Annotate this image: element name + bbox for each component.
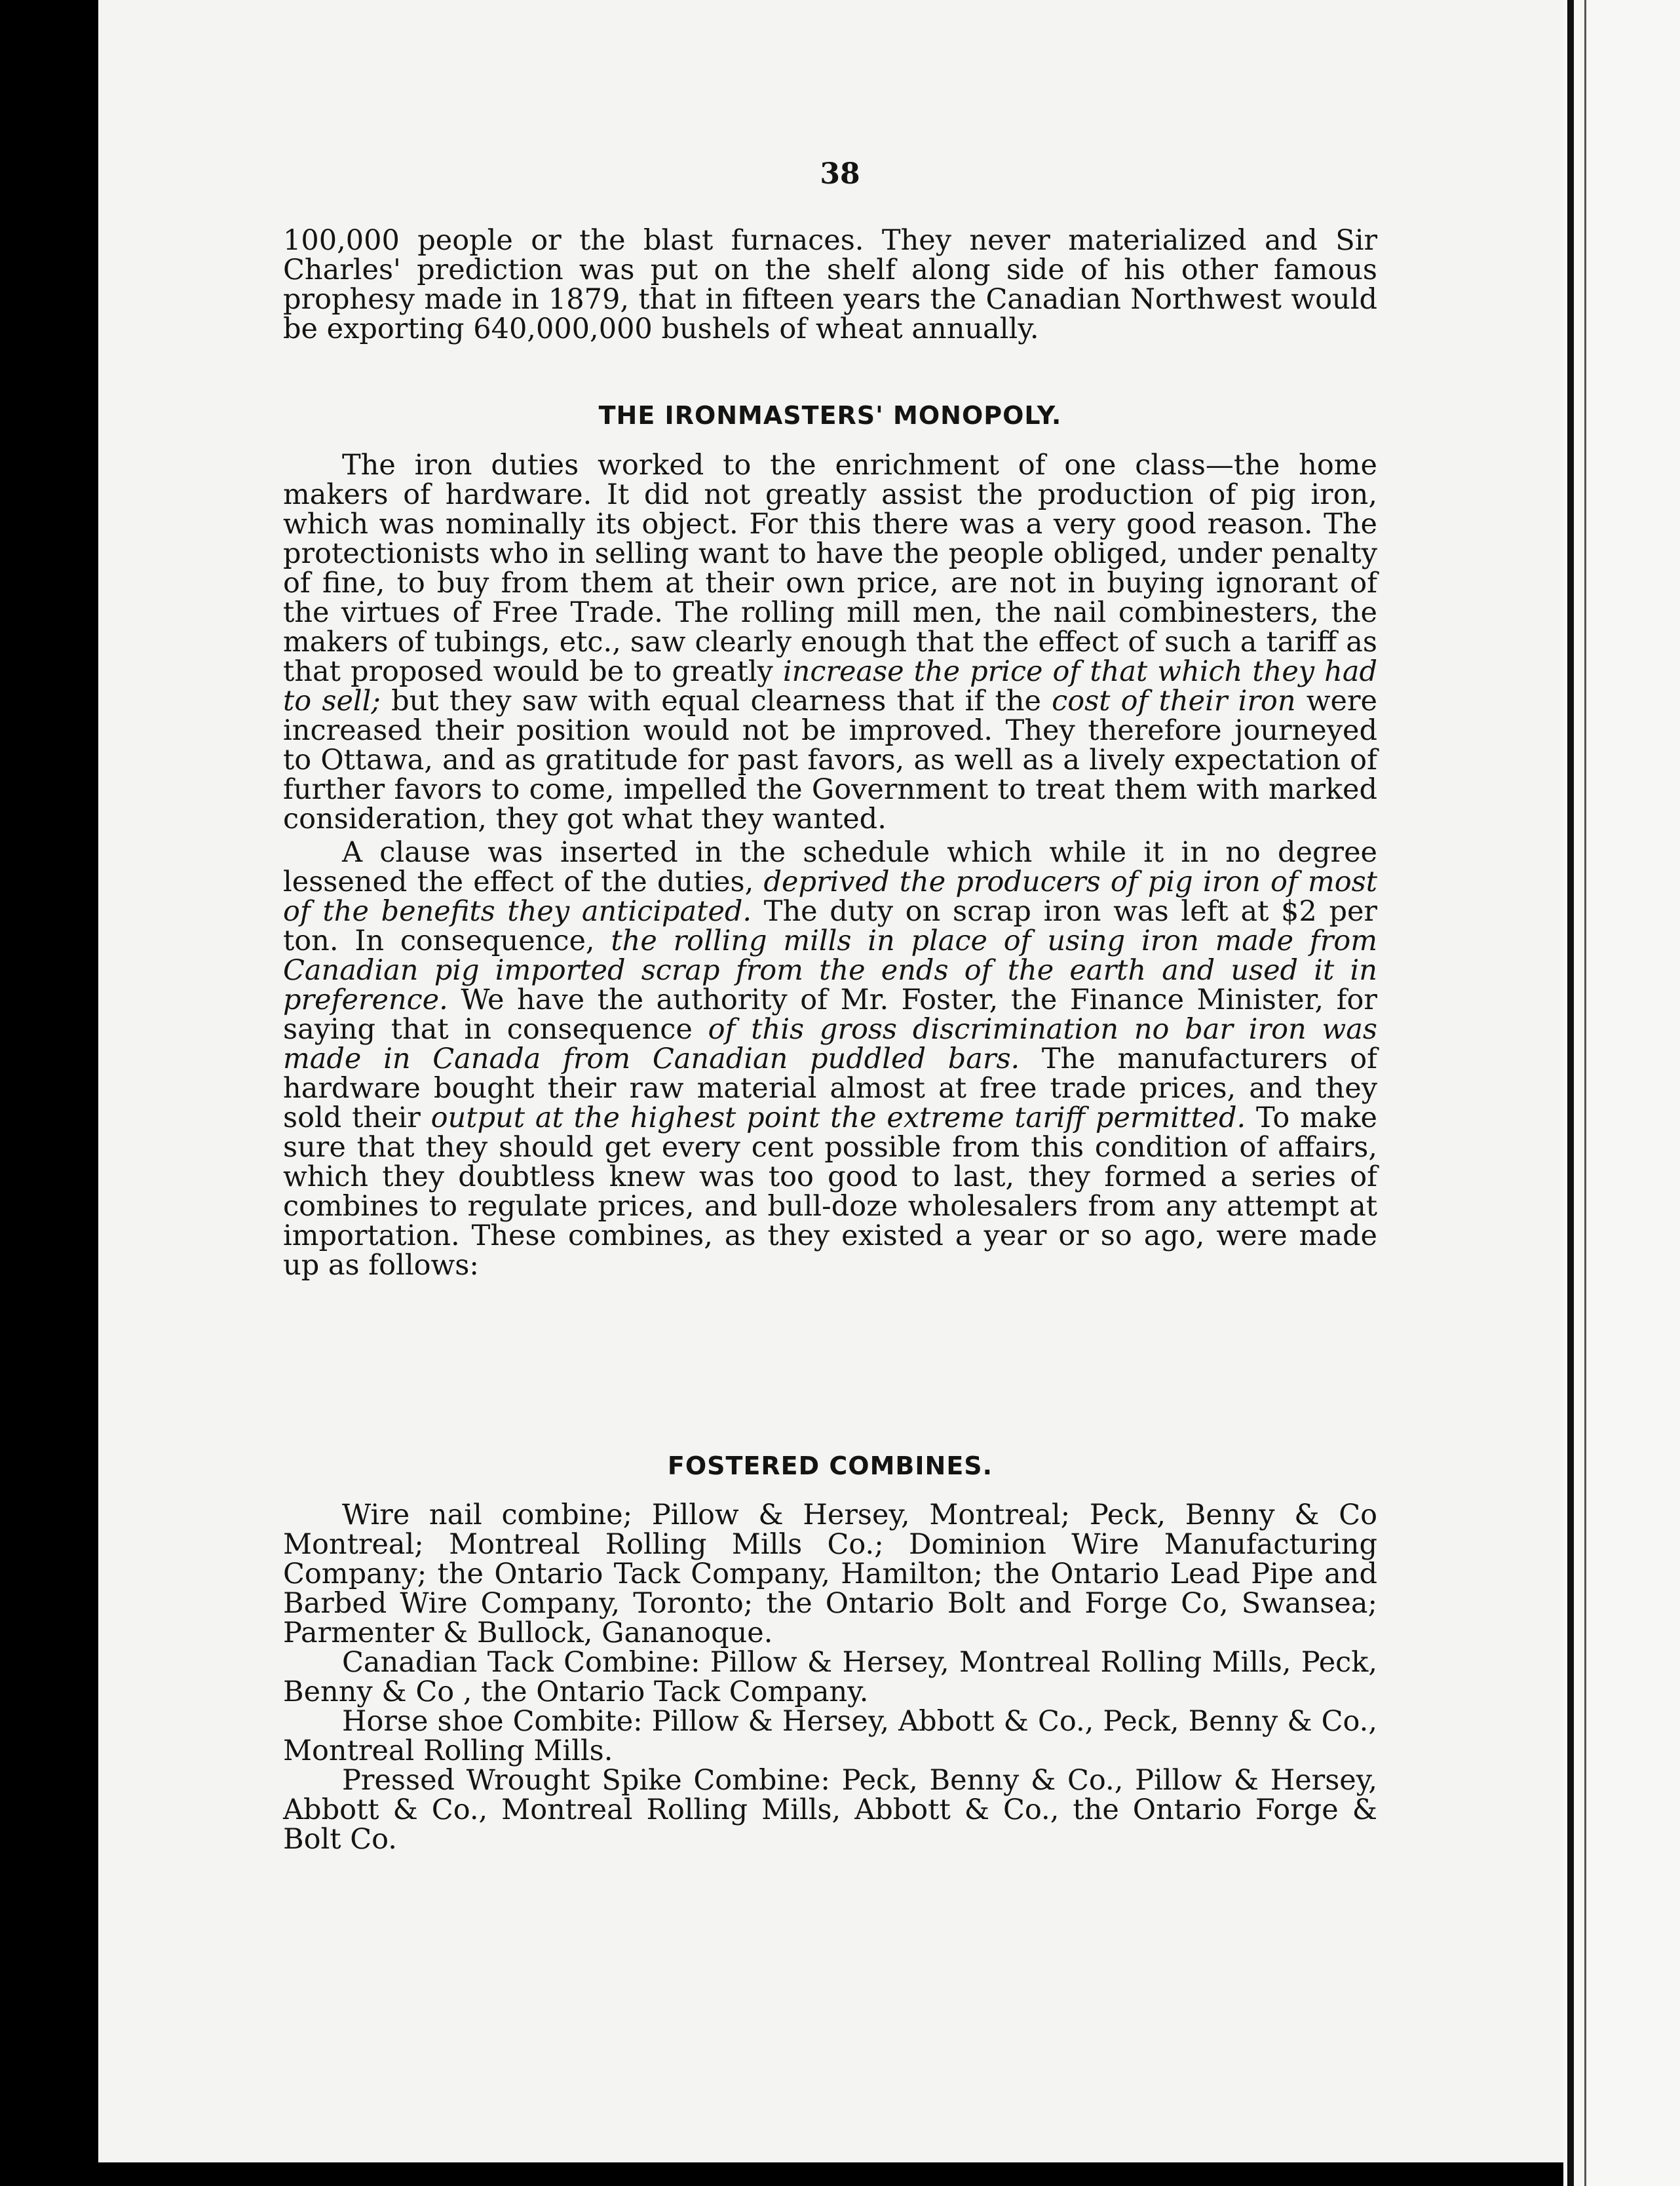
combines-list bbox=[283, 1501, 1377, 1854]
ironmasters-section-body bbox=[283, 451, 1377, 1280]
section-heading-ironmasters: THE IRONMASTERS' MONOPOLY. bbox=[598, 401, 1062, 430]
intro-paragraph: 100,000 people or the blast furnaces. They never materialized and Sir Charles' prediction was put on the shelf along side of his other famous prophesy made in 1879, that in fifteen years the Canadian Northwest would be exporting 640,000,000 bushels of wheat annually. bbox=[283, 224, 1377, 345]
binding-line bbox=[1584, 0, 1586, 2186]
combine-item: Horse shoe Combite: Pillow & Hersey, Abbott & Co., Peck, Benny & Co., Montreal Rolling Mills. bbox=[283, 1705, 1377, 1767]
binding-shadow bbox=[1567, 0, 1574, 2186]
ironmasters-paragraph-1: The iron duties worked to the enrichment of one class—the home makers of hardware. It did not greatly assist the production of pig iron, which was nominally its object. For this there was a very good reason. The protectionists who in selling want to have the people obliged, under penalty of fine, to buy from them at their own price, are not in buying ignorant of the virtues of Free Trade. The rolling mill men, the nail combinesters, the makers of tubings, etc., saw clearly enough that the effect of such a tariff as that proposed would be to greatly increase the price of that which they had to sell; but they saw with equal clearness that if the cost of their iron were increased their position would not be improved. They therefore journeyed to Ottawa, and as gratitude for past favors, as well as a lively expectation of further favors to come, impelled the Government to treat them with marked consideration, they got what they wanted. bbox=[283, 449, 1378, 835]
combine-item: Canadian Tack Combine: Pillow & Hersey, Montreal Rolling Mills, Peck, Benny & Co , the Ontario Tack Company. bbox=[283, 1646, 1377, 1708]
page-number: 38 bbox=[820, 157, 860, 191]
combine-item: Pressed Wrought Spike Combine: Peck, Benny & Co., Pillow & Hersey, Abbott & Co., Montreal Rolling Mills, Abbott & Co., the Ontario Forge & Bolt Co. bbox=[283, 1764, 1377, 1856]
combine-item: Wire nail combine; Pillow & Hersey, Montreal; Peck, Benny & Co Montreal; Montreal Rolling Mills Co.; Dominion Wire Manufacturing Company; the Ontario Tack Company, Hamilton; the Ontario Lead Pipe and Barbed Wire Company, Toronto; the Ontario Bolt and Forge Co, Swansea; Parmenter & Bullock, Gananoque. bbox=[283, 1499, 1377, 1649]
ironmasters-paragraph-2: A clause was inserted in the schedule which while it in no degree lessened the effect of the duties, deprived the producers of pig iron of most of the benefits they anticipated. The duty on scrap iron was left at $2 per ton. In consequence, the rolling mills in place of using iron made from Canadian pig imported scrap from the ends of the earth and used it in preference. We have the authority of Mr. Foster, the Finance Minister, for saying that in consequence of this gross discrimination no bar iron was made in Canada from Canadian puddled bars. The manufacturers of hardware bought their raw material almost at free trade prices, and they sold their output at the highest point the extreme tariff permitted. To make sure that they should get every cent possible from this condition of affairs, which they doubtless knew was too good to last, they formed a series of combines to regulate prices, and bull-doze wholesalers from any attempt at importation. These combines, as they existed a year or so ago, were made up as follows: bbox=[283, 836, 1377, 1282]
section-heading-fostered-combines: FOSTERED COMBINES. bbox=[667, 1451, 993, 1480]
adjacent-page-edge bbox=[1563, 0, 1680, 2186]
intro-paragraph-block bbox=[283, 226, 1377, 344]
